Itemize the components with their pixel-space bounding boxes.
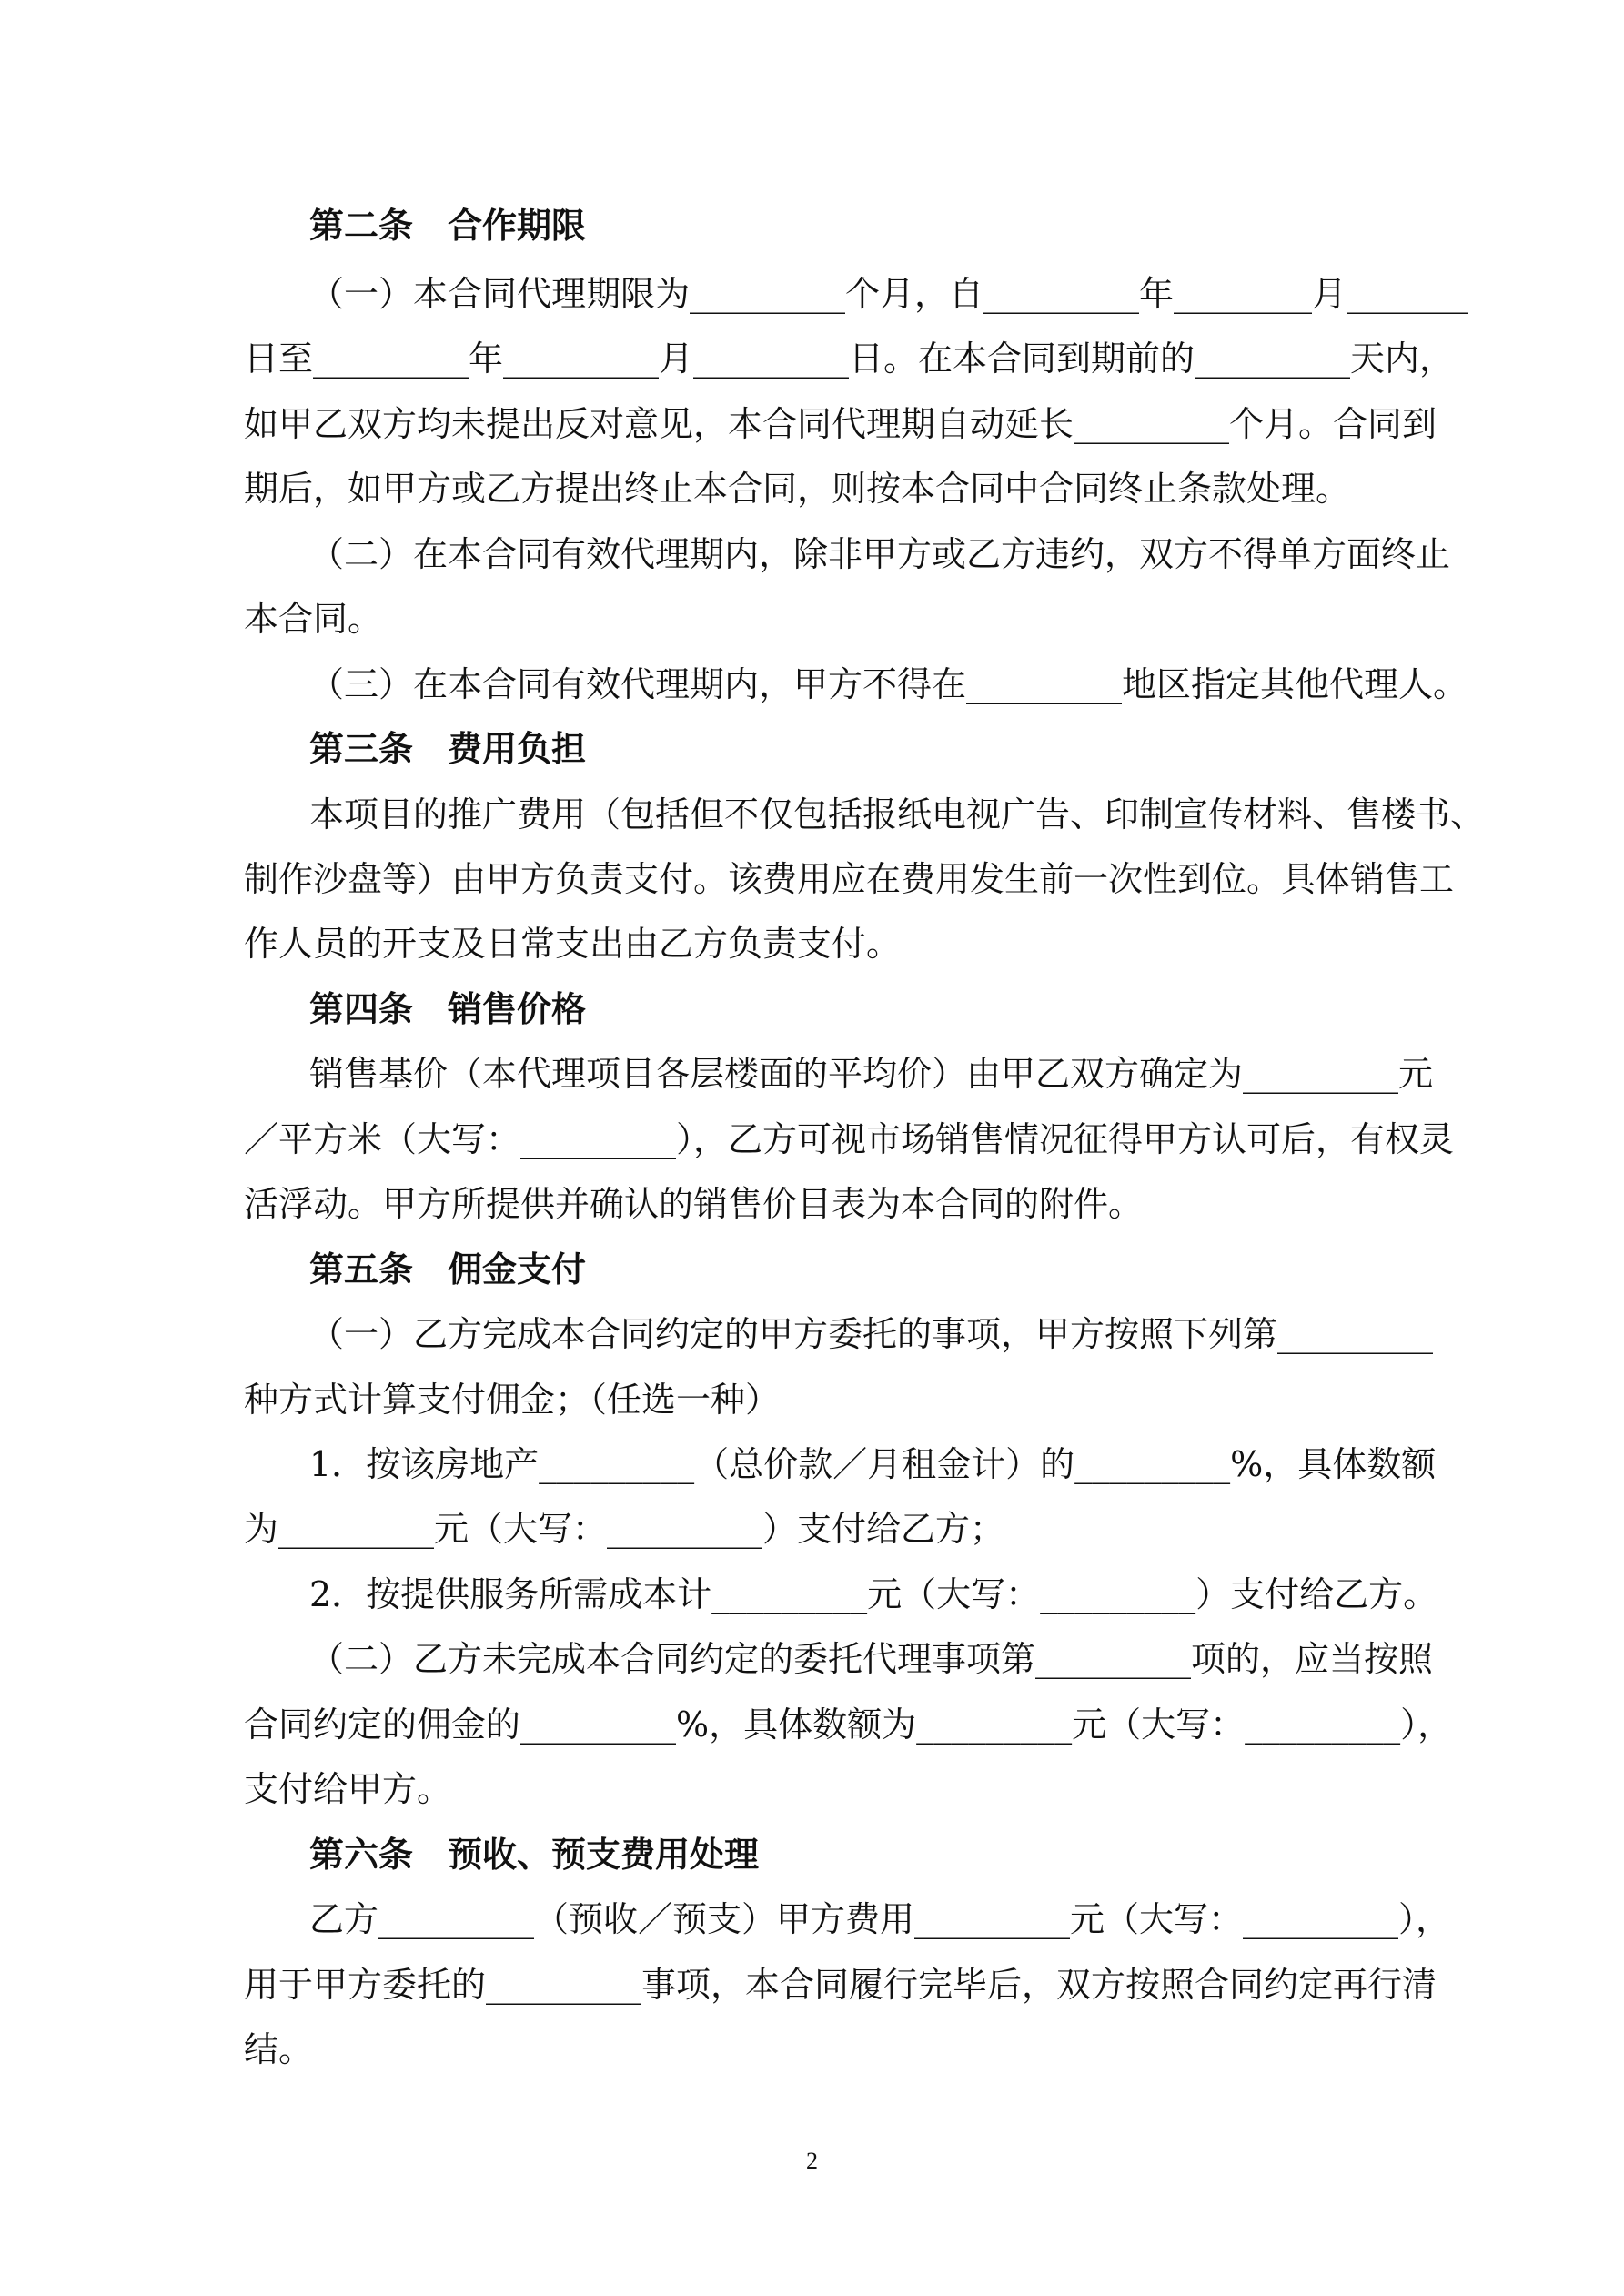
article-2-clause-1-line-2: 日至_________年_________月_________日。在本合同到期前的_________天内， bbox=[244, 339, 1455, 379]
article-3-line-1: 本项目的推广费用（包括但不仅包括报纸电视广告、印制宣传材料、售楼书、 bbox=[309, 794, 1486, 834]
article-6-line-1: 乙方_________（预收／预支）甲方费用_________元（大写：_________）， bbox=[309, 1899, 1451, 1939]
article-5-heading: 第五条 佣金支付 bbox=[309, 1249, 587, 1290]
article-5-clause-2-line-2: 合同约定的佣金的_________%，具体数额为_________元（大写：_________）， bbox=[244, 1704, 1453, 1745]
article-5-clause-1-line-2: 种方式计算支付佣金；（任选一种） bbox=[244, 1380, 781, 1420]
article-3-heading: 第三条 费用负担 bbox=[309, 728, 587, 769]
article-4-heading: 第四条 销售价格 bbox=[309, 988, 587, 1029]
article-5-clause-2-line-1: （二）乙方未完成本合同约定的委托代理事项第_________项的，应当按照 bbox=[309, 1639, 1434, 1679]
article-5-clause-2-line-3: 支付给甲方。 bbox=[244, 1769, 452, 1809]
article-2-clause-2-line-2: 本合同。 bbox=[244, 599, 383, 639]
article-2-heading: 第二条 合作期限 bbox=[309, 205, 587, 246]
article-4-line-2: ／平方米（大写：_________），乙方可视市场销售情况征得甲方认可后，有权灵 bbox=[244, 1119, 1455, 1159]
article-5-clause-1-line-1: （一）乙方完成本合同约定的甲方委托的事项，甲方按照下列第_________ bbox=[309, 1314, 1434, 1354]
article-4-line-1: 销售基价（本代理项目各层楼面的平均价）由甲乙双方确定为_________元 bbox=[309, 1054, 1434, 1094]
article-5-option-1-line-2: 为_________元（大写：_________）支付给乙方； bbox=[244, 1509, 1005, 1549]
article-3-line-3: 作人员的开支及日常支出由乙方负责支付。 bbox=[244, 924, 902, 964]
article-6-heading: 第六条 预收、预支费用处理 bbox=[309, 1834, 760, 1875]
article-4-line-3: 活浮动。甲方所提供并确认的销售价目表为本合同的附件。 bbox=[244, 1184, 1144, 1224]
article-3-line-2: 制作沙盘等）由甲方负责支付。该费用应在费用发生前一次性到位。具体销售工 bbox=[244, 859, 1455, 899]
article-6-line-3: 结。 bbox=[244, 2029, 314, 2069]
page-number: 2 bbox=[806, 2148, 818, 2174]
article-5-option-1-line-1: 1．按该房地产_________（总价款／月租金计）的_________%，具体数额 bbox=[309, 1444, 1437, 1484]
article-2-clause-2-line-1: （二）在本合同有效代理期内，除非甲方或乙方违约，双方不得单方面终止 bbox=[309, 534, 1451, 574]
article-2-clause-1-line-3: 如甲乙双方均未提出反对意见，本合同代理期自动延长_________个月。合同到 bbox=[244, 404, 1437, 444]
article-2-clause-1-line-4: 期后，如甲方或乙方提出终止本合同，则按本合同中合同终止条款处理。 bbox=[244, 469, 1351, 509]
article-6-line-2: 用于甲方委托的_________事项，本合同履行完毕后，双方按照合同约定再行清 bbox=[244, 1965, 1437, 2005]
article-2-clause-3: （三）在本合同有效代理期内，甲方不得在_________地区指定其他代理人。 bbox=[309, 664, 1468, 704]
article-5-option-2: 2．按提供服务所需成本计_________元（大写：_________）支付给乙方。 bbox=[309, 1574, 1438, 1614]
article-2-clause-1-line-1: （一）本合同代理期限为_________个月，自_________年________月_______ bbox=[309, 274, 1468, 314]
